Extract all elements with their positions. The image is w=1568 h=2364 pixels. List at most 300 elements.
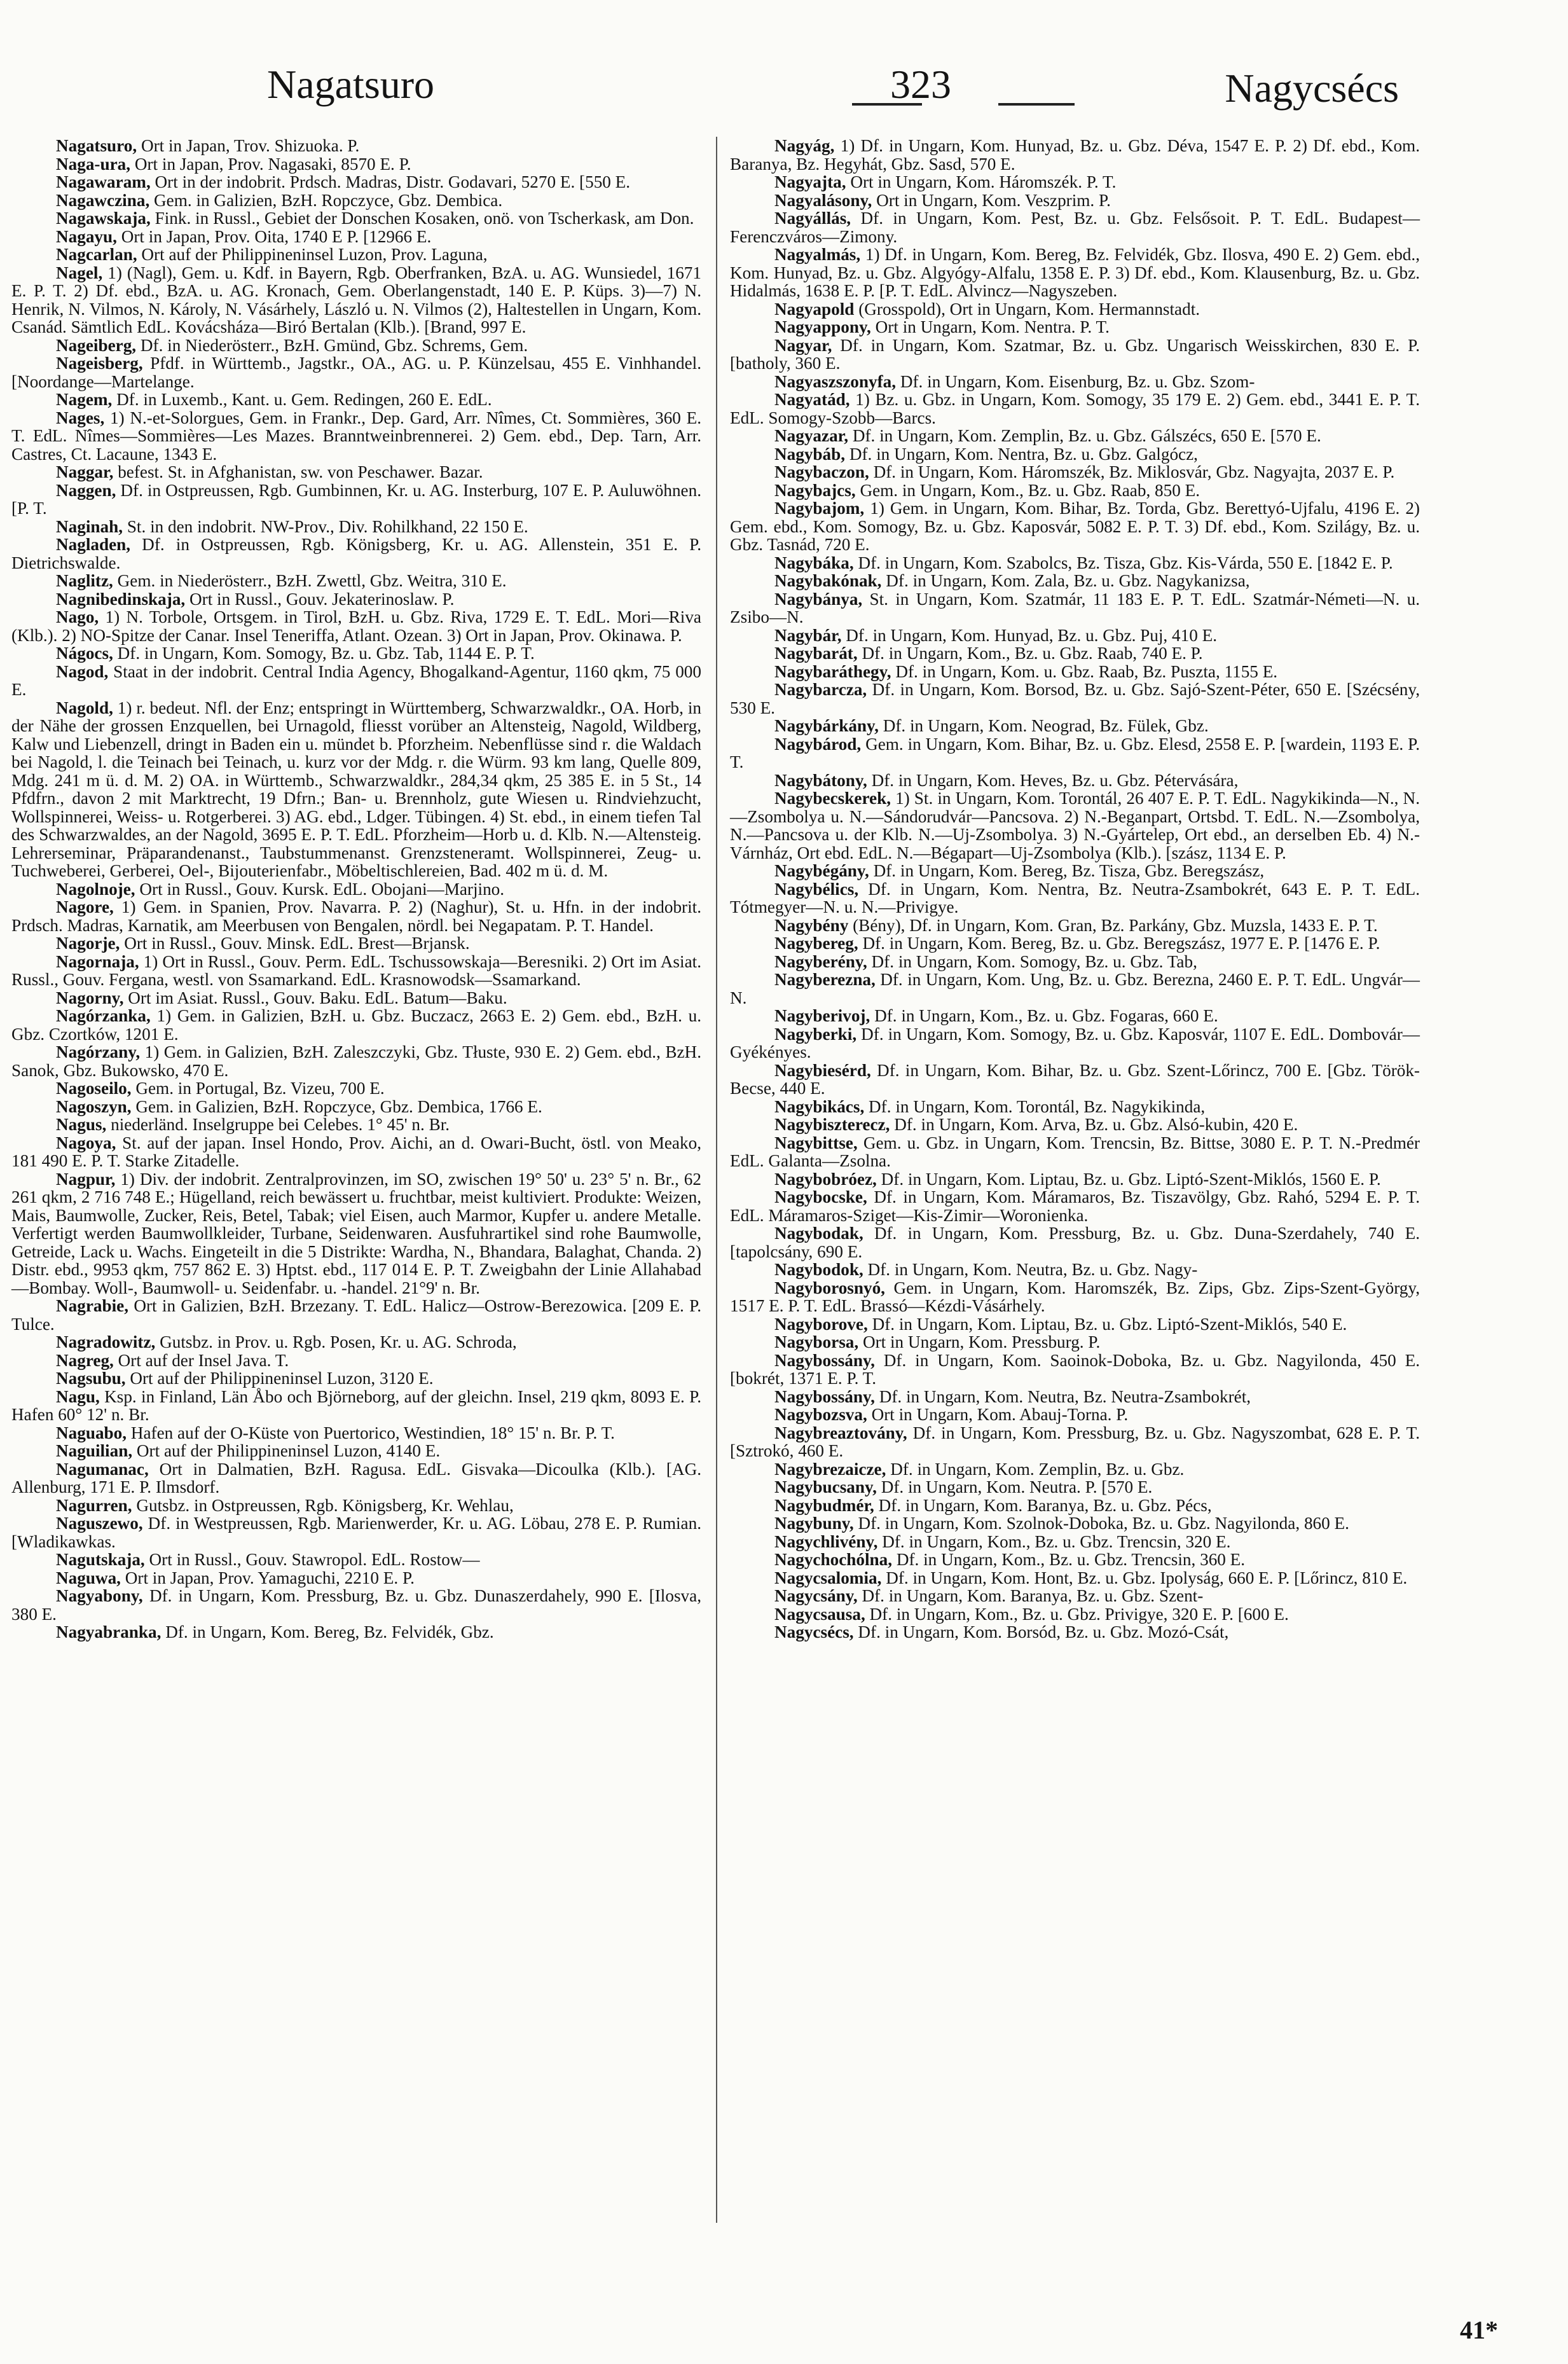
dictionary-entry xyxy=(11,391,701,409)
dictionary-entry xyxy=(730,735,1420,771)
entry-headword: Nagybossány, xyxy=(774,1350,875,1370)
entry-text: 1) r. bedeut. Nfl. der Enz; entspringt in Württemberg, Schwarzwaldkr., OA. Horb, in der Nähe der grossen Enzquellen, bei Urnagold, fliesst vorüber an Altensteig, Nagold, Wildberg, Kalw und Liebenzell, dringt in Baden ein u. mündet b. Pforzheim. Nebenflüsse sind r. die Waldach bei Nagold, l. die Teinach bei Teinach, u. kurz vor der Mdg. r. die Würm. 93 km lang, Quelle 809, Mdg. 241 m ü. d. M. 2) OA. in Württemb., Schwarzwaldkr., 284,34 qkm, 25 385 E. in 5 St., 14 Pfdfrn., davon 2 mit Marktrecht, 19 Dfrn.; Ban- u. Brennholz, gute Wiesen u. Rindviehzucht, Wollspinnerei, Weiss- u. Rotgerberei. 3) AG. ebd., Ldger. Tübingen. 4) St. ebd., in einem tiefen Tal des Schwarzwaldes, an der Nagold, 3695 E. P. T. EdL. Pforzheim—Horb u. d. Klb. N.—Altensteig. Lehrerseminar, Präparandenanst., Taubstummenanst. Grenzsteneramt. Wollspinnerei, Zeug- u. Tuchweberei, Gerberei, Oel-, Bijouterienfabr., Möbeltischlereien, Bad. 402 m ü. d. M. xyxy=(11,698,701,880)
dictionary-entry xyxy=(730,137,1420,173)
dictionary-entry xyxy=(730,391,1420,427)
entry-text: Ort in Ungarn, Kom. Pressburg. P. xyxy=(858,1332,1101,1351)
entry-text: Gem. in Niederösterr., BzH. Zwettl, Gbz. Weitra, 310 E. xyxy=(113,571,507,590)
entry-text: Ort auf der Philippineninsel Luzon, Prov. Laguna, xyxy=(137,245,488,264)
entry-headword: Nagybudmér, xyxy=(774,1495,874,1515)
entry-headword: Nagybárod, xyxy=(774,734,862,754)
dictionary-entry xyxy=(11,354,701,391)
entry-headword: Nagychlivény, xyxy=(774,1531,878,1551)
dictionary-entry xyxy=(730,499,1420,554)
entry-headword: Nagawaram, xyxy=(56,172,151,191)
entry-text: 1) Gem. in Galizien, BzH. u. Gbz. Buczacz, 2663 E. 2) Gem. ebd., BzH. u. Gbz. Czortków, 1201 E. xyxy=(11,1006,701,1044)
dictionary-entry xyxy=(11,1623,701,1642)
entry-text: Df. in Ungarn, Kom. Ung, Bz. u. Gbz. Berezna, 2460 E. P. T. EdL. Ungvár—N. xyxy=(730,970,1420,1007)
entry-headword: Nagolnoje, xyxy=(56,879,135,899)
dictionary-entry xyxy=(11,1116,701,1134)
dictionary-entry xyxy=(730,771,1420,790)
entry-text: Df. in Ungarn, Kom. Bereg, Bz. Tisza, Gbz. Beregszász, xyxy=(869,861,1265,880)
dictionary-entry xyxy=(11,264,701,336)
entry-text: Gem. in Galizien, BzH. Ropczyce, Gbz. Dembica, 1766 E. xyxy=(131,1096,542,1116)
entry-headword: Nagybecskerek, xyxy=(774,789,891,808)
dictionary-entry xyxy=(730,1261,1420,1279)
entry-text: niederländ. Inselgruppe bei Celebes. 1° 45' n. Br. xyxy=(106,1115,450,1134)
entry-headword: Nagyberivoj, xyxy=(774,1006,870,1025)
dictionary-entry xyxy=(11,1369,701,1388)
entry-headword: Nagybossány, xyxy=(774,1386,875,1406)
dictionary-entry xyxy=(730,1623,1420,1642)
dictionary-entry xyxy=(730,318,1420,336)
entry-headword: Nagu, xyxy=(56,1386,100,1406)
entry-text: Ort im Asiat. Russl., Gouv. Baku. EdL. Batum—Baku. xyxy=(123,988,507,1007)
entry-text: Df. in Ungarn, Kom. Bereg, Bz. u. Gbz. Beregszász, 1977 E. P. [1476 E. P. xyxy=(858,934,1380,953)
entry-headword: Nagórzany, xyxy=(56,1042,141,1061)
entry-headword: Nagpur, xyxy=(56,1169,116,1189)
dictionary-entry xyxy=(730,681,1420,717)
dictionary-entry xyxy=(730,1134,1420,1170)
dictionary-entry xyxy=(11,1098,701,1116)
dictionary-entry xyxy=(730,209,1420,245)
entry-headword: Nagyar, xyxy=(774,335,832,355)
entry-text: Df. in Ungarn, Kom. Szatmar, Bz. u. Gbz. Ungarisch Weisskirchen, 830 E. P. [batholy, 360 E. xyxy=(730,335,1420,373)
entry-text: Gem. in Galizien, BzH. Ropczyce, Gbz. Dembica. xyxy=(149,190,503,210)
entry-text: Df. in Ungarn, Kom., Bz. u. Gbz. Privigye, 320 E. P. [600 E. xyxy=(865,1604,1289,1624)
dictionary-entry xyxy=(730,916,1420,935)
dictionary-entry xyxy=(730,173,1420,191)
entry-text: Df. in Ungarn, Kom. Neutra, Bz. Neutra-Zsambokrét, xyxy=(874,1386,1251,1406)
dictionary-entry xyxy=(11,1460,701,1497)
entry-headword: Nagyatád, xyxy=(774,390,850,409)
dictionary-entry xyxy=(730,463,1420,481)
dictionary-entry xyxy=(11,989,701,1007)
entry-text: Ksp. in Finland, Län Åbo och Björneborg, auf der gleichn. Insel, 219 qkm, 8093 E. P. Hafen 60° 12' n. Br. xyxy=(11,1386,701,1424)
dictionary-entry xyxy=(730,191,1420,210)
entry-text: Ort in Russl., Gouv. Minsk. EdL. Brest—Brjansk. xyxy=(120,934,470,953)
dictionary-entry xyxy=(730,789,1420,862)
entry-text: Gem. in Ungarn, Kom. Bihar, Bz. u. Gbz. Elesd, 2558 E. P. [wardein, 1193 E. P. T. xyxy=(730,734,1420,771)
entry-text: Ort auf der Insel Java. T. xyxy=(113,1350,289,1370)
entry-headword: Nagybittse, xyxy=(774,1133,858,1152)
entry-text: Df. in Ungarn, Kom. Baranya, Bz. u. Gbz. Szent- xyxy=(857,1586,1204,1605)
entry-text: Gutsbz. in Prov. u. Rgb. Posen, Kr. u. AG. Schroda, xyxy=(155,1332,517,1351)
dictionary-entry xyxy=(730,971,1420,1007)
dictionary-entry xyxy=(730,644,1420,663)
entry-text: Df. in Ungarn, Kom., Bz. u. Gbz. Raab, 740 E. P. xyxy=(857,644,1203,663)
entry-headword: Nagybodok, xyxy=(774,1260,863,1279)
entry-text: Df. in Ungarn, Kom. Szabolcs, Bz. Tisza, Gbz. Kis-Várda, 550 E. [1842 E. P. xyxy=(853,553,1393,572)
entry-text: Df. in Ungarn, Kom. Pressburg, Bz. u. Gbz. Duna-Szerdahely, 740 E. [tapolcsány, 690 E. xyxy=(730,1224,1420,1261)
entry-headword: Nagycsány, xyxy=(774,1586,858,1605)
dictionary-entry xyxy=(730,1478,1420,1497)
entry-text: Df. in Ungarn, Kom. Somogy, Bz. u. Gbz. Tab, 1144 E. P. T. xyxy=(113,644,535,663)
entry-headword: Nagreg, xyxy=(56,1350,114,1370)
entry-headword: Nagod, xyxy=(56,661,109,681)
dictionary-entry xyxy=(11,481,701,518)
entry-text: Df. in Ungarn, Kom. Arva, Bz. u. Gbz. Alsó-kubin, 420 E. xyxy=(890,1115,1298,1134)
entry-headword: Nagyappony, xyxy=(774,317,871,336)
entry-headword: Nagybáka, xyxy=(774,553,854,572)
dictionary-entry xyxy=(11,536,701,572)
entry-text: 1) Gem. in Spanien, Prov. Navarra. P. 2) (Naghur), St. u. Hfn. in der indobrit. Prdsch. Madras, Karnatik, am Meerbusen von Bengalen, nördl. bei Negapatam. P. T. Handel. xyxy=(11,897,701,935)
dictionary-entry xyxy=(730,1025,1420,1061)
entry-text: Ort auf der Philippineninsel Luzon, 4140 E. xyxy=(132,1441,441,1460)
dictionary-entry xyxy=(11,699,701,880)
entry-text: Df. in Niederösterr., BzH. Gmünd, Gbz. Schrems, Gem. xyxy=(136,335,528,355)
entry-headword: Nages, xyxy=(56,408,105,427)
dictionary-entry xyxy=(730,481,1420,500)
entry-text: Df. in Ungarn, Kom. Eisenburg, Bz. u. Gbz. Szom- xyxy=(896,371,1255,391)
dictionary-entry xyxy=(11,336,701,355)
entry-text: 1) N. Torbole, Ortsgem. in Tirol, BzH. u. Gbz. Riva, 1729 E. T. EdL. Mori—Riva (Klb.). 2) NO-Spitze der Canar. Insel Teneriffa, Atlant. Ozean. 3) Ort in Japan, Prov. Okinawa. P. xyxy=(11,607,701,645)
entry-text: Pfdf. in Württemb., Jagstkr., OA., AG. u. P. Künzelsau, 455 E. Vinhhandel. [Noordange—Martelange. xyxy=(11,354,701,391)
entry-text: Df. in Ostpreussen, Rgb. Königsberg, Kr. u. AG. Allenstein, 351 E. P. Dietrichswalde. xyxy=(11,535,701,572)
entry-text: Df. in Ungarn, Kom. Háromszék, Bz. Miklosvár, Gbz. Nagyajta, 2037 E. P. xyxy=(869,462,1395,481)
entry-text: St. auf der japan. Insel Hondo, Prov. Aichi, an d. Owari-Bucht, östl. von Meako, 181 490 E. P. T. Starke Zitadelle. xyxy=(11,1133,701,1170)
entry-headword: Nageisberg, xyxy=(56,354,143,373)
entry-headword: Nagyborosnyó, xyxy=(774,1278,885,1297)
dictionary-entry xyxy=(730,1333,1420,1351)
entry-headword: Nagyberezna, xyxy=(774,970,876,989)
dictionary-entry xyxy=(11,1170,701,1297)
dictionary-entry xyxy=(11,880,701,899)
dictionary-entry xyxy=(730,1224,1420,1261)
entry-text: Gem. u. Gbz. in Ungarn, Kom. Trencsin, Bz. Bittse, 3080 E. P. T. N.-Predmér EdL. Galanta—Zsolna. xyxy=(730,1133,1420,1170)
entry-text: Ort in Dalmatien, BzH. Ragusa. EdL. Gisvaka—Dicoulka (Klb.). [AG. Allenburg, 171 E. P. Ilmsdorf. xyxy=(11,1459,701,1497)
entry-text: Df. in Ungarn, Kom. Máramaros, Bz. Tiszavölgy, Gbz. Rahó, 5294 E. P. T. EdL. Máramaros-Sziget—Kis-Zimir—Woronienka. xyxy=(730,1187,1420,1225)
dictionary-entry xyxy=(11,1442,701,1460)
entry-text: Df. in Ungarn, Kom. Liptau, Bz. u. Gbz. Liptó-Szent-Miklós, 1560 E. P. xyxy=(876,1169,1381,1189)
entry-text: Df. in Luxemb., Kant. u. Gem. Redingen, 260 E. EdL. xyxy=(112,390,492,409)
header-first-headword: Nagatsuro xyxy=(267,62,435,107)
entry-text: Gem. in Ungarn, Kom., Bz. u. Gbz. Raab, 850 E. xyxy=(855,480,1200,500)
dictionary-entry xyxy=(730,1116,1420,1134)
entry-text: Ort in Russl., Gouv. Kursk. EdL. Obojani—Marjino. xyxy=(135,879,505,899)
header-dash-right xyxy=(998,103,1075,106)
dictionary-entry xyxy=(11,1333,701,1351)
entry-headword: Nagem, xyxy=(56,390,113,409)
dictionary-entry xyxy=(11,590,701,609)
entry-text: Df. in Westpreussen, Rgb. Marienwerder, Kr. u. AG. Löbau, 278 E. P. Rumian. [Wladikawkas. xyxy=(11,1514,701,1551)
page-header xyxy=(254,61,1424,131)
dictionary-entry xyxy=(11,644,701,663)
entry-text: Df. in Ungarn, Kom. Baranya, Bz. u. Gbz. Pécs, xyxy=(874,1495,1212,1515)
entry-headword: Nagel, xyxy=(56,263,103,282)
entry-headword: Nagorny, xyxy=(56,988,124,1007)
entry-headword: Nagybakónak, xyxy=(774,571,882,590)
dictionary-entry xyxy=(730,1170,1420,1189)
entry-headword: Nagold, xyxy=(56,698,113,717)
entry-text: Df. in Ungarn, Kom. Liptau, Bz. u. Gbz. Liptó-Szent-Miklós, 540 E. xyxy=(867,1314,1347,1334)
entry-headword: Nagoseilo, xyxy=(56,1079,132,1098)
dictionary-entry xyxy=(730,1388,1420,1406)
entry-headword: Nagnibedinskaja, xyxy=(56,589,186,609)
entry-text: Df. in Ungarn, Kom. Zala, Bz. u. Gbz. Nagykanizsa, xyxy=(881,571,1250,590)
entry-text: Ort in Japan, Prov. Yamaguchi, 2210 E. P. xyxy=(120,1568,415,1587)
entry-text: Df. in Ungarn, Kom. Zemplin, Bz. u. Gbz. xyxy=(886,1459,1185,1479)
entry-headword: Nagus, xyxy=(56,1115,107,1134)
entry-headword: Nagradowitz, xyxy=(56,1332,156,1351)
entry-text: Df. in Ungarn, Kom. Neutra, Bz. u. Gbz. Nagy- xyxy=(863,1260,1198,1279)
entry-headword: Nagyállás, xyxy=(774,209,851,228)
dictionary-entry xyxy=(11,191,701,210)
entry-headword: Nagybaráthegy, xyxy=(774,661,891,681)
dictionary-entry xyxy=(11,608,701,644)
entry-headword: Nagychochólna, xyxy=(774,1550,893,1569)
entry-text: Df. in Ungarn, Kom. Heves, Bz. u. Gbz. Pétervására, xyxy=(867,770,1239,790)
entry-text: St. in Ungarn, Kom. Szatmár, 11 183 E. P. T. EdL. Szatmár-Németi—N. u. Zsibo—N. xyxy=(730,589,1420,626)
entry-text: Df. in Ungarn, Kom. Pest, Bz. u. Gbz. Felsősoit. P. T. EdL. Budapest—Ferenczváros—Zimony. xyxy=(730,209,1420,246)
dictionary-entry xyxy=(730,1424,1420,1460)
entry-text: 1) Df. in Ungarn, Kom. Hunyad, Bz. u. Gbz. Déva, 1547 E. P. 2) Df. ebd., Kom. Baranya, Bz. Hegyhát, Gbz. Sasd, 570 E. xyxy=(730,136,1420,174)
entry-text: Ort in Ungarn, Kom. Nentra. P. T. xyxy=(870,317,1110,336)
entry-text: Gem. in Ungarn, Kom. Haromszék, Bz. Zips, Gbz. Zips-Szent-György, 1517 E. P. T. EdL. Brassó—Kézdi-Vásárhely. xyxy=(730,1278,1420,1315)
entry-headword: Naggen, xyxy=(56,480,116,500)
dictionary-entry xyxy=(730,862,1420,880)
entry-headword: Naginah, xyxy=(56,516,123,536)
dictionary-entry xyxy=(730,245,1420,300)
entry-text: Df. in Ungarn, Kom. Hunyad, Bz. u. Gbz. Puj, 410 E. xyxy=(841,625,1218,645)
left-column xyxy=(11,137,701,1642)
entry-text: Ort in Galizien, BzH. Brzezany. T. EdL. Halicz—Ostrow-Berezowica. [209 E. P. Tulce. xyxy=(11,1296,701,1334)
entry-headword: Nagladen, xyxy=(56,535,131,554)
entry-headword: Nagybarcza, xyxy=(774,680,867,699)
entry-headword: Nagycsalomia, xyxy=(774,1568,882,1587)
dictionary-entry xyxy=(11,518,701,536)
entry-text: Ort in Ungarn, Kom. Veszprim. P. xyxy=(872,190,1111,210)
dictionary-entry xyxy=(730,1188,1420,1224)
entry-headword: Nagybreaztovány, xyxy=(774,1423,907,1442)
dictionary-entry xyxy=(730,1569,1420,1587)
entry-text: 1) Bz. u. Gbz. in Ungarn, Kom. Somogy, 35 179 E. 2) Gem. ebd., 3441 E. P. T. EdL. Somogy-Szobb—Barcs. xyxy=(730,390,1420,427)
entry-text: Ort in Ungarn, Kom. Háromszék. P. T. xyxy=(846,172,1117,191)
dictionary-entry xyxy=(730,373,1420,391)
entry-text: Df. in Ungarn, Kom., Bz. u. Gbz. Fogaras, 660 E. xyxy=(870,1006,1218,1025)
entry-text: (Grosspold), Ort in Ungarn, Kom. Hermannstadt. xyxy=(854,299,1200,319)
entry-text: 1) Div. der indobrit. Zentralprovinzen, im SO, zwischen 19° 50' u. 23° 5' n. Br., 62 261 qkm, 2 716 748 E.; Hügelland, reich bewässert u. fruchtbar, meist kultiviert. Produkte: Weizen, Mais, Baumwolle, Zucker, Reis, Betel, Tabak; viel Eisen, auch Marmor, Kupfer u. andere Metalle. Verfertigt werden Baumwollkleider, Turbane, Seidenwaren. Ausfuhrartikel sind rohe Baumwolle, Getreide, Lack u. Wachs. Eingeteilt in die 5 Distrikte: Wardha, N., Bhandara, Balaghat, Chanda. 2) Distr. ebd., 9953 qkm, 757 862 E. 3) Hptst. ebd., 117 014 E. P. T. Zweigbahn der Linie Allahabad—Bombay. Woll-, Baumwoll- u. Seidenfabr. u. -handel. 21°9' n. Br. xyxy=(11,1169,701,1297)
dictionary-entry xyxy=(730,880,1420,916)
dictionary-entry xyxy=(730,590,1420,626)
entry-text: Df. in Ungarn, Kom. Nentra, Bz. u. Gbz. Galgócz, xyxy=(845,444,1198,464)
entry-headword: Nagsubu, xyxy=(56,1369,126,1388)
entry-text: Fink. in Russl., Gebiet der Donschen Kosaken, onö. von Tscherkask, am Don. xyxy=(150,209,694,228)
entry-text: Df. in Ungarn, Kom. Bihar, Bz. u. Gbz. Szent-Lőrincz, 700 E. [Gbz. Török-Becse, 440 E. xyxy=(730,1060,1420,1098)
entry-headword: Nagybiszterecz, xyxy=(774,1115,890,1134)
entry-headword: Nagatsuro, xyxy=(56,136,137,155)
entry-text: Df. in Ungarn, Kom. Somogy, Bz. u. Gbz. Tab, xyxy=(867,951,1197,971)
entry-text: Ort in Russl., Gouv. Stawropol. EdL. Rostow— xyxy=(144,1550,480,1569)
entry-headword: Nágocs, xyxy=(56,644,113,663)
dictionary-entry xyxy=(730,1533,1420,1551)
dictionary-entry xyxy=(11,1043,701,1079)
entry-headword: Nagybikács, xyxy=(774,1096,865,1116)
dictionary-entry xyxy=(11,1351,701,1370)
entry-headword: Nagycsécs, xyxy=(774,1622,854,1642)
entry-text: 1) N.-et-Solorgues, Gem. in Frankr., Dep. Gard, Arr. Nîmes, Ct. Sommières, 360 E. T. EdL. Nîmes—Sommières—Les Mazes. Branntweinbrennerei. 2) Gem. ebd., Dep. Tarn, Arr. Castres, Ct. Lacaune, 1343 E. xyxy=(11,408,701,464)
entry-text: Df. in Ungarn, Kom. Borsód, Bz. u. Gbz. Mozó-Csát, xyxy=(853,1622,1229,1642)
entry-headword: Nagybárkány, xyxy=(774,716,879,735)
entry-text: Df. in Ungarn, Kom., Bz. u. Gbz. Trencsin, 360 E. xyxy=(892,1550,1246,1569)
entry-text: Df. in Ungarn, Kom. Zemplin, Bz. u. Gbz. Gálszécs, 650 E. [570 E. xyxy=(848,426,1321,445)
dictionary-entry xyxy=(730,1098,1420,1116)
dictionary-entry xyxy=(730,934,1420,953)
sheet-signature: 41* xyxy=(1460,2316,1498,2344)
dictionary-entry xyxy=(730,336,1420,373)
dictionary-entry xyxy=(11,1587,701,1623)
dictionary-entry xyxy=(730,1605,1420,1624)
dictionary-entry xyxy=(730,1315,1420,1334)
entry-headword: Nagore, xyxy=(56,897,114,916)
dictionary-entry xyxy=(730,1551,1420,1569)
entry-text: Ort in Japan, Prov. Nagasaki, 8570 E. P. xyxy=(130,154,411,174)
dictionary-entry xyxy=(11,409,701,464)
dictionary-entry xyxy=(730,572,1420,590)
entry-headword: Nagybucsany, xyxy=(774,1477,877,1497)
dictionary-entry xyxy=(730,1279,1420,1315)
dictionary-entry xyxy=(730,427,1420,445)
entry-headword: Nagornaja, xyxy=(56,951,139,971)
right-column xyxy=(730,137,1420,1642)
entry-text: 1) Gem. in Galizien, BzH. Zaleszczyki, Gbz. Tłuste, 930 E. 2) Gem. ebd., BzH. Sanok, Gbz. Bukowsko, 470 E. xyxy=(11,1042,701,1080)
entry-text: Ort in Ungarn, Kom. Abauj-Torna. P. xyxy=(867,1405,1129,1424)
entry-headword: Nagayu, xyxy=(56,226,117,246)
entry-headword: Nago, xyxy=(56,607,99,626)
dictionary-entry xyxy=(11,572,701,590)
dictionary-entry xyxy=(11,663,701,699)
dictionary-entry xyxy=(730,1460,1420,1479)
entry-text: 1) (Nagl), Gem. u. Kdf. in Bayern, Rgb. Oberfranken, BzA. u. AG. Wunsiedel, 1671 E. P. T. 2) Df. ebd., BzA. u. AG. Kronach, Gem. Oberlangenstadt, 140 E. P. Küps. 3)—7) N. Henrik, N. Vilmos, N. Károly, N. Vásárhely, László u. N. Vilmos (2), Haltestellen in Ungarn, Kom. Csanád. Sämtlich EdL. Kovácsháza—Biró Bertalan (Klb.). [Brand, 997 E. xyxy=(11,263,701,336)
header-last-headword: Nagycsécs xyxy=(1225,66,1399,111)
entry-text: Df. in Ostpreussen, Rgb. Gumbinnen, Kr. u. AG. Insterburg, 107 E. P. Auluwöhnen. [P. T. xyxy=(11,480,701,518)
entry-text: 1) Df. in Ungarn, Kom. Bereg, Bz. Felvidék, Gbz. Ilosva, 490 E. 2) Gem. ebd., Kom. Hunyad, Bz. u. Gbz. Algyógy-Alfalu, 1358 E. P. 3) Df. ebd., Kom. Klausenburg, Bz. u. Gbz. Hidalmás, 1638 E. P. [P. T. EdL. Alvincz—Nagyszeben. xyxy=(730,245,1420,300)
entry-headword: Nagyborove, xyxy=(774,1314,868,1334)
entry-headword: Nagcarlan, xyxy=(56,245,137,264)
entry-text: Df. in Ungarn, Kom., Bz. u. Gbz. Trencsin, 320 E. xyxy=(877,1531,1231,1551)
dictionary-entry xyxy=(11,1297,701,1333)
entry-headword: Nagyazar, xyxy=(774,426,849,445)
entry-headword: Nagutskaja, xyxy=(56,1550,145,1569)
dictionary-entry xyxy=(11,898,701,934)
dictionary-entry xyxy=(730,300,1420,319)
entry-headword: Nagybégány, xyxy=(774,861,869,880)
dictionary-entry xyxy=(11,953,701,989)
entry-text: Df. in Ungarn, Kom. Saoinok-Doboka, Bz. u. Gbz. Nagyilonda, 450 E. [bokrét, 1371 E. P. T. xyxy=(730,1350,1420,1388)
entry-text: Df. in Ungarn, Kom. Bereg, Bz. Felvidék, Gbz. xyxy=(161,1622,494,1642)
entry-headword: Nagyalmás, xyxy=(774,245,861,264)
entry-text: Df. in Ungarn, Kom. Nentra, Bz. Neutra-Zsambokrét, 643 E. P. T. EdL. Tótmegyer—N. u. N.—Privigye. xyxy=(730,879,1420,916)
dictionary-entry xyxy=(11,1514,701,1551)
entry-headword: Nagrabie, xyxy=(56,1296,129,1315)
entry-headword: Nagybaczon, xyxy=(774,462,869,481)
entry-headword: Nagyberény, xyxy=(774,951,867,971)
entry-headword: Nagybár, xyxy=(774,625,842,645)
dictionary-entry xyxy=(11,245,701,264)
entry-headword: Nagybuny, xyxy=(774,1514,854,1533)
dictionary-entry xyxy=(11,173,701,191)
dictionary-entry xyxy=(730,1007,1420,1025)
entry-headword: Nagycsausa, xyxy=(774,1604,865,1624)
entry-text: Ort auf der Philippineninsel Luzon, 3120 E. xyxy=(125,1369,434,1388)
dictionary-entry xyxy=(11,1134,701,1170)
entry-headword: Nagybobróez, xyxy=(774,1169,877,1189)
entry-headword: Naga-ura, xyxy=(56,154,131,174)
entry-headword: Nagumanac, xyxy=(56,1459,149,1479)
entry-headword: Nagyaszszonyfa, xyxy=(774,371,897,391)
dictionary-entry xyxy=(730,1061,1420,1098)
entry-text: (Bény), Df. in Ungarn, Kom. Gran, Bz. Parkány, Gbz. Muzsla, 1433 E. P. T. xyxy=(848,915,1378,935)
entry-headword: Nagybarát, xyxy=(774,644,858,663)
dictionary-entry xyxy=(730,1514,1420,1533)
entry-headword: Nagyabranka, xyxy=(56,1622,162,1642)
dictionary-entry xyxy=(730,554,1420,572)
entry-text: Ort in Japan, Trov. Shizuoka. P. xyxy=(137,136,360,155)
dictionary-entry xyxy=(730,717,1420,735)
entry-text: Df. in Ungarn, Kom. Szolnok-Doboka, Bz. u. Gbz. Nagyilonda, 860 E. xyxy=(853,1514,1349,1533)
entry-headword: Naguwa, xyxy=(56,1568,121,1587)
entry-headword: Nagybátony, xyxy=(774,770,867,790)
dictionary-entry xyxy=(11,1424,701,1442)
dictionary-entry xyxy=(11,209,701,228)
entry-headword: Naguabo, xyxy=(56,1423,127,1442)
entry-headword: Nagybozsva, xyxy=(774,1405,867,1424)
dictionary-entry xyxy=(730,953,1420,971)
entry-text: Ort in Japan, Prov. Oita, 1740 E P. [12966 E. xyxy=(116,226,432,246)
dictionary-entry xyxy=(11,1569,701,1587)
entry-headword: Nagybocske, xyxy=(774,1187,867,1206)
entry-headword: Nagybiesérd, xyxy=(774,1060,871,1080)
dictionary-entry xyxy=(730,626,1420,645)
dictionary-entry xyxy=(11,137,701,155)
entry-headword: Nagybény xyxy=(774,915,849,935)
entry-text: Df. in Ungarn, Kom. Borsod, Bz. u. Gbz. Sajó-Szent-Péter, 650 E. [Szécsény, 530 E. xyxy=(730,680,1420,717)
dictionary-entry xyxy=(11,1079,701,1098)
column-divider xyxy=(716,137,717,2223)
dictionary-entry xyxy=(730,445,1420,464)
entry-headword: Nagoszyn, xyxy=(56,1096,132,1116)
dictionary-entry xyxy=(11,463,701,481)
entry-headword: Nagyborsa, xyxy=(774,1332,859,1351)
entry-headword: Nagyabony, xyxy=(56,1586,143,1605)
dictionary-entry xyxy=(730,1587,1420,1605)
dictionary-entry xyxy=(730,1351,1420,1388)
entry-headword: Nagawczina, xyxy=(56,190,150,210)
entry-headword: Nagybélics, xyxy=(774,879,859,899)
entry-text: Df. in Ungarn, Kom. Torontál, Bz. Nagykikinda, xyxy=(864,1096,1206,1116)
dictionary-entry xyxy=(11,934,701,953)
entry-headword: Naglitz, xyxy=(56,571,113,590)
dictionary-entry xyxy=(730,1406,1420,1424)
page-number: 323 xyxy=(890,62,951,107)
entry-text: befest. St. in Afghanistan, sw. von Peschawer. Bazar. xyxy=(113,462,483,481)
entry-text: Df. in Ungarn, Kom. Somogy, Bz. u. Gbz. Kaposvár, 1107 E. EdL. Dombovár—Gyékényes. xyxy=(730,1024,1420,1061)
entry-text: Gem. in Portugal, Bz. Vizeu, 700 E. xyxy=(131,1079,385,1098)
entry-text: Df. in Ungarn, Kom. Hont, Bz. u. Gbz. Ipolyság, 660 E. P. [Lőrincz, 810 E. xyxy=(881,1568,1408,1587)
entry-headword: Nagybereg, xyxy=(774,934,858,953)
entry-text: Df. in Ungarn, Kom. Pressburg, Bz. u. Gbz. Nagyszombat, 628 E. P. T. [Sztrokó, 460 E. xyxy=(730,1423,1420,1460)
entry-headword: Nagyapold xyxy=(774,299,855,319)
dictionary-entry xyxy=(11,1497,701,1515)
dictionary-entry xyxy=(11,1551,701,1569)
entry-headword: Nagurren, xyxy=(56,1495,132,1515)
entry-headword: Nagyberki, xyxy=(774,1024,857,1044)
entry-text: St. in den indobrit. NW-Prov., Div. Rohilkhand, 22 150 E. xyxy=(123,516,528,536)
dictionary-entry xyxy=(730,1497,1420,1515)
entry-headword: Nagórzanka, xyxy=(56,1006,151,1025)
entry-text: Df. in Ungarn, Kom. u. Gbz. Raab, Bz. Puszta, 1155 E. xyxy=(891,661,1278,681)
dictionary-entry xyxy=(11,155,701,174)
entry-headword: Nagybodak, xyxy=(774,1224,863,1243)
